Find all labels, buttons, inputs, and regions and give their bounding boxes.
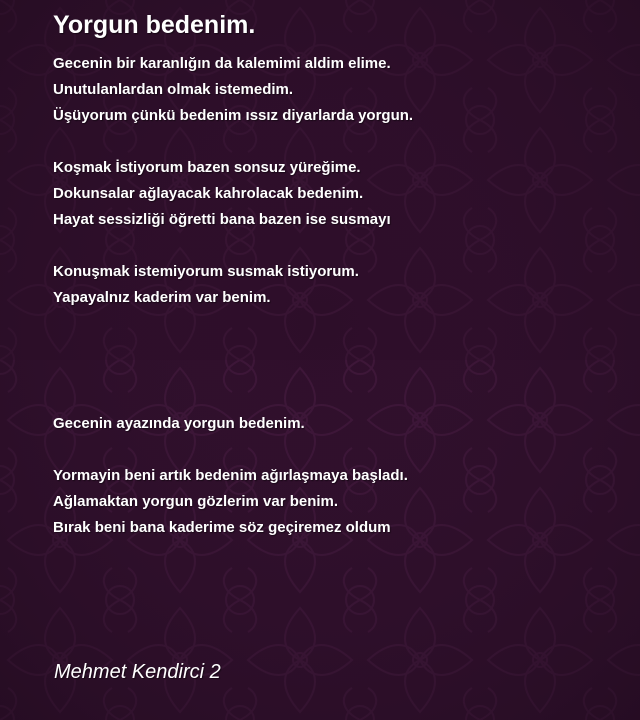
poem-line: Koşmak İstiyorum bazen sonsuz yüreğime. <box>53 159 361 176</box>
poem-line: Gecenin bir karanlığın da kalemimi aldim elime. <box>53 55 391 72</box>
poem-title: Yorgun bedenim. <box>53 11 256 39</box>
poem-line: Üşüyorum çünkü bedenim ıssız diyarlarda yorgun. <box>53 107 414 124</box>
poem-line: Gecenin ayazında yorgun bedenim. <box>53 415 305 432</box>
poem-line: Dokunsalar ağlayacak kahrolacak bedenim. <box>53 185 364 202</box>
stanza-4 <box>53 411 305 437</box>
stanza-3 <box>53 259 359 311</box>
poem-line: Yormayin beni artık bedenim ağırlaşmaya başladı. <box>53 467 408 484</box>
poem-line: Hayat sessizliği öğretti bana bazen ise susmayı <box>53 211 391 228</box>
poem-line: Ağlamaktan yorgun gözlerim var benim. <box>53 493 339 510</box>
poem-line: Yapayalnız kaderim var benim. <box>53 289 271 306</box>
poem-line: Konuşmak istemiyorum susmak istiyorum. <box>53 263 359 280</box>
stanza-2 <box>53 155 391 233</box>
poem-line: Bırak beni bana kaderime söz geçiremez oldum <box>53 519 391 536</box>
stanza-5 <box>53 463 408 541</box>
poem-line: Unutulanlardan olmak istemedim. <box>53 81 294 98</box>
poem-author: Mehmet Kendirci 2 <box>54 661 221 683</box>
stanza-1 <box>53 51 413 129</box>
